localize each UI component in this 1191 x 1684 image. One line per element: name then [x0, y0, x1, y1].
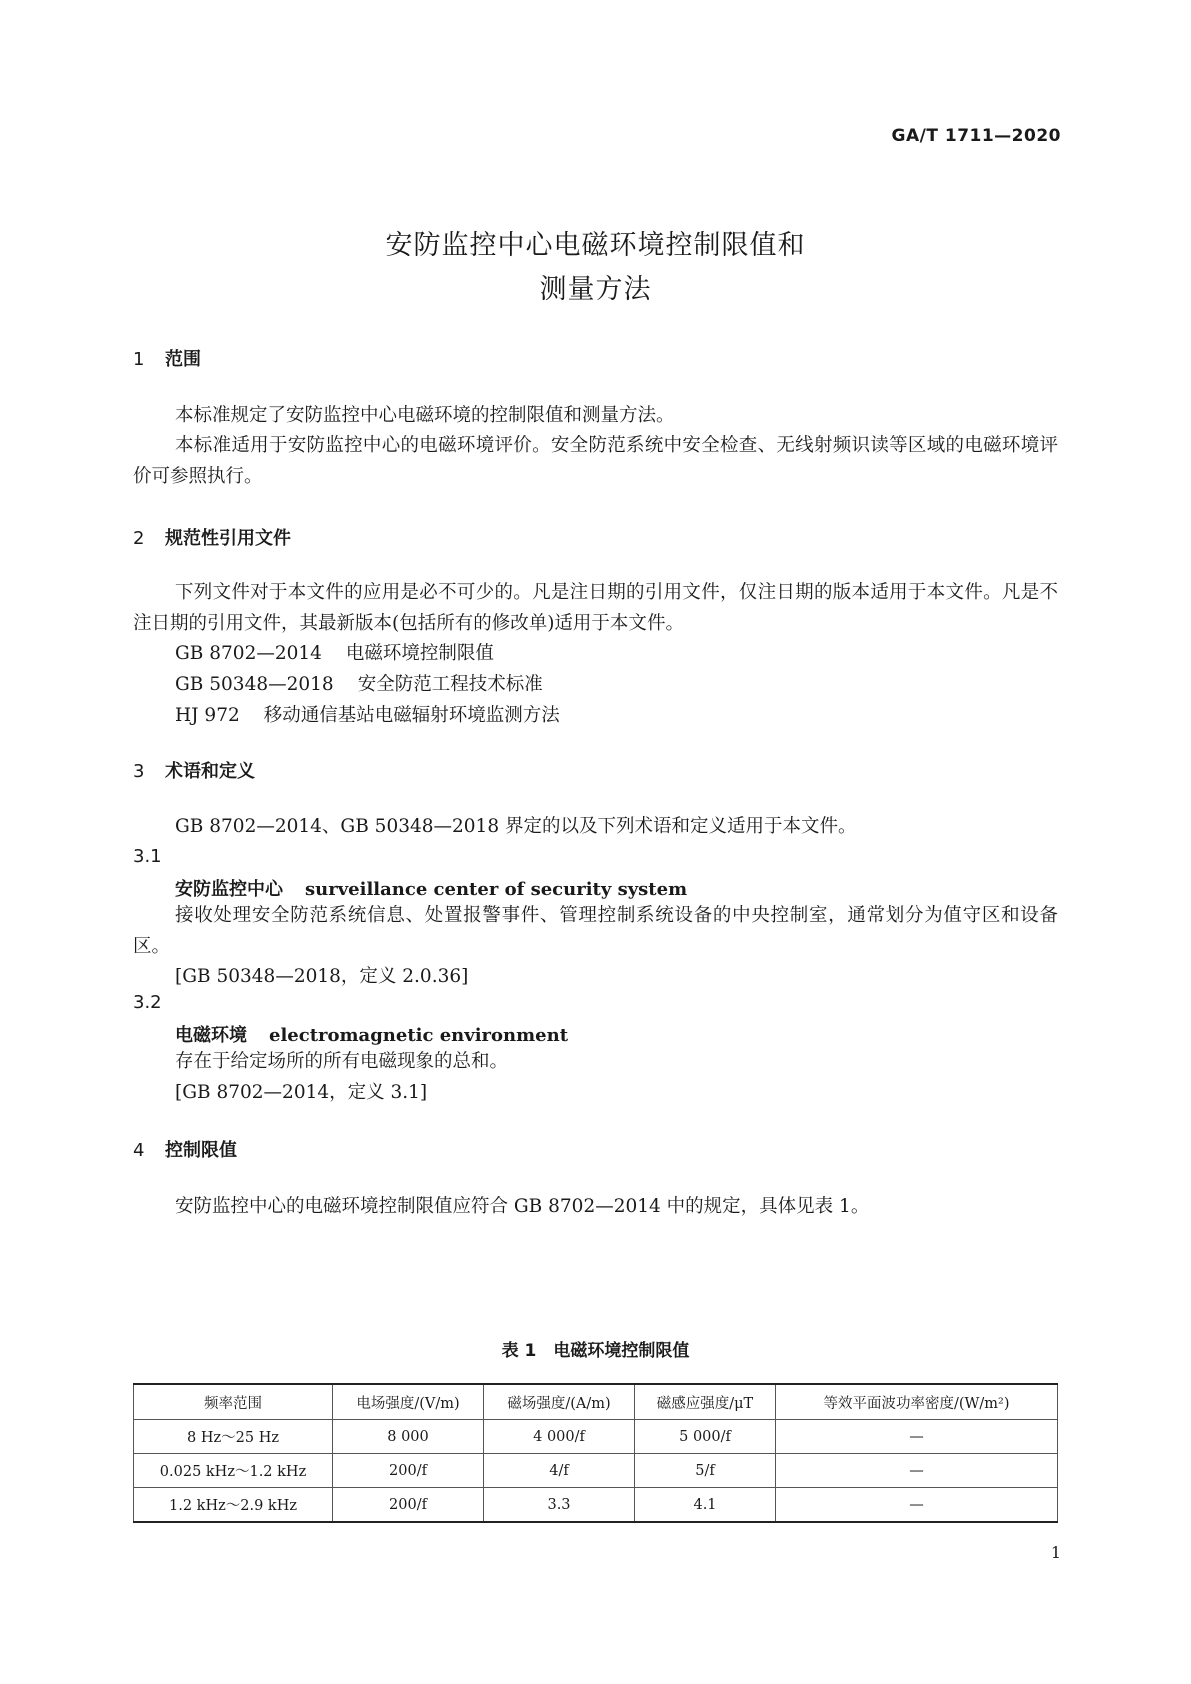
term-definition: 存在于给定场所的所有电磁现象的总和。 [175, 1051, 509, 1072]
reference-item [175, 638, 494, 669]
section-3-heading [133, 757, 255, 783]
table-cell: 8 Hz～25 Hz [134, 1420, 333, 1454]
section-title: 规范性引用文件 [165, 528, 291, 549]
table-cell: 4 000/f [484, 1420, 635, 1454]
section-2-para-1: 下列文件对于本文件的应用是必不可少的。凡是注日期的引用文件，仅注日期的版本适用于本文件。凡是不注日期的引用文件，其最新版本(包括所有的修改单)适用于本文件。 [133, 582, 1058, 634]
term-source: [GB 8702—2014，定义 3.1] [175, 1082, 428, 1103]
table-row [134, 1454, 1058, 1488]
term-en: surveillance center of security system [305, 879, 688, 900]
table-cell: 4/f [484, 1454, 635, 1488]
term-number: 3.2 [133, 992, 162, 1013]
section-number: 4 [133, 1140, 145, 1161]
reference-title: 移动通信基站电磁辐射环境监测方法 [263, 705, 560, 726]
section-number: 1 [133, 349, 145, 370]
section-1-para-2: 本标准适用于安防监控中心的电磁环境评价。安全防范系统中安全检查、无线射频识读等区域的电磁环境评价可参照执行。 [133, 435, 1058, 487]
reference-code: GB 50348—2018 [175, 674, 334, 695]
term-en: electromagnetic environment [269, 1025, 569, 1046]
title-line-2: 测量方法 [539, 274, 652, 305]
section-number: 2 [133, 528, 145, 549]
term-number: 3.1 [133, 846, 162, 867]
table-cell: 200/f [333, 1488, 484, 1523]
column-header: 电场强度/(V/m) [333, 1384, 484, 1420]
section-2-heading [133, 524, 291, 550]
term-zh: 电磁环境 [175, 1025, 247, 1046]
table-cell: — [776, 1454, 1058, 1488]
section-4-para-1: 安防监控中心的电磁环境控制限值应符合 GB 8702—2014 中的规定，具体见表 1。 [175, 1196, 870, 1217]
table-cell: 3.3 [484, 1488, 635, 1523]
document-title [0, 224, 1191, 312]
section-3-para-1: GB 8702—2014、GB 50348—2018 界定的以及下列术语和定义适用于本文件。 [175, 816, 857, 837]
reference-item [175, 669, 543, 700]
section-1-para-1: 本标准规定了安防监控中心电磁环境的控制限值和测量方法。 [175, 405, 675, 426]
standard-code: GA/T 1711—2020 [891, 126, 1061, 146]
table-caption: 表 1 电磁环境控制限值 [501, 1341, 690, 1361]
table-cell: 200/f [333, 1454, 484, 1488]
table-header-row [134, 1384, 1058, 1420]
table-cell: 5/f [635, 1454, 776, 1488]
column-header: 磁场强度/(A/m) [484, 1384, 635, 1420]
reference-title: 电磁环境控制限值 [345, 643, 494, 664]
section-title: 范围 [165, 349, 201, 370]
section-1-heading [133, 345, 201, 371]
section-title: 术语和定义 [165, 761, 255, 782]
section-4-heading [133, 1136, 237, 1162]
reference-code: HJ 972 [175, 705, 240, 726]
column-header: 磁感应强度/μT [635, 1384, 776, 1420]
table-row [134, 1488, 1058, 1523]
table-cell: — [776, 1488, 1058, 1523]
table-cell: 5 000/f [635, 1420, 776, 1454]
column-header: 频率范围 [134, 1384, 333, 1420]
table-row [134, 1420, 1058, 1454]
table-cell: 1.2 kHz～2.9 kHz [134, 1488, 333, 1523]
section-title: 控制限值 [165, 1140, 237, 1161]
section-number: 3 [133, 761, 145, 782]
reference-item [175, 700, 560, 731]
term-zh: 安防监控中心 [175, 879, 283, 900]
reference-code: GB 8702—2014 [175, 643, 322, 664]
limits-table [133, 1383, 1058, 1523]
term-heading [175, 1021, 568, 1047]
table-cell: 4.1 [635, 1488, 776, 1523]
table-cell: 8 000 [333, 1420, 484, 1454]
term-heading [175, 875, 687, 901]
term-definition: 接收处理安全防范系统信息、处置报警事件、管理控制系统设备的中央控制室，通常划分为值守区和设备区。 [133, 905, 1058, 957]
column-header: 等效平面波功率密度/(W/m²) [776, 1384, 1058, 1420]
title-line-1: 安防监控中心电磁环境控制限值和 [385, 230, 806, 261]
reference-title: 安全防范工程技术标准 [357, 674, 543, 695]
term-source: [GB 50348—2018，定义 2.0.36] [175, 966, 469, 987]
table-cell: 0.025 kHz～1.2 kHz [134, 1454, 333, 1488]
page-number: 1 [1050, 1543, 1061, 1562]
table-cell: — [776, 1420, 1058, 1454]
